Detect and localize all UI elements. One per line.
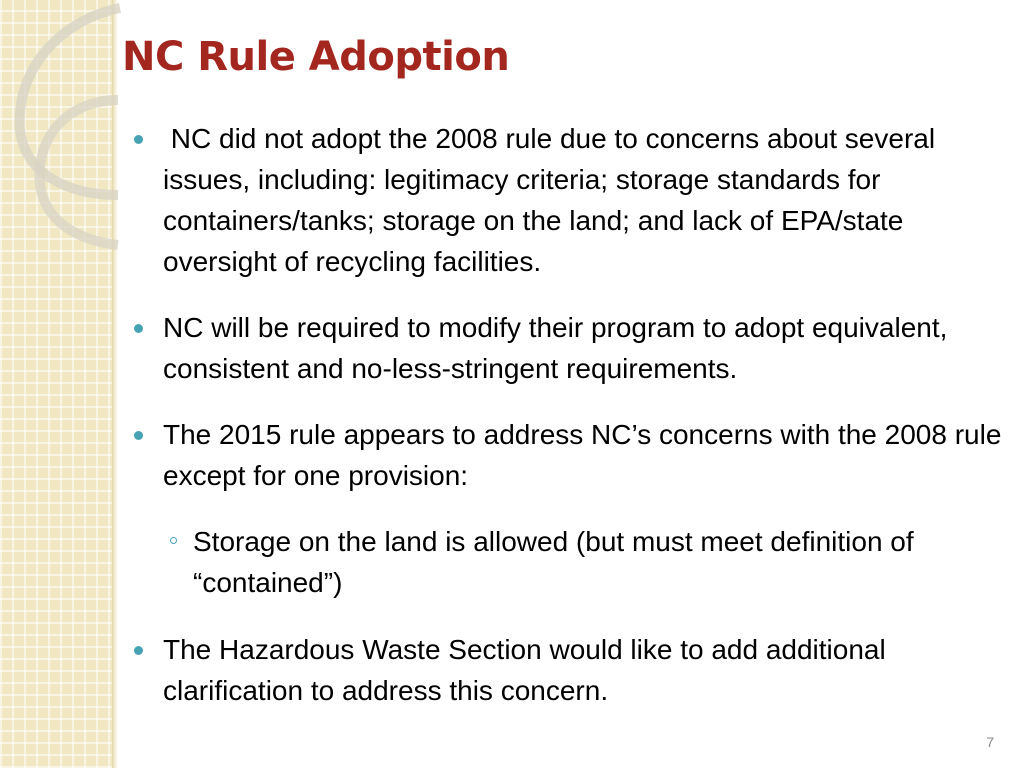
bullet-text: NC did not adopt the 2008 rule due to concerns about several issues, including: legitimacy criteria; storage standards for containers/tanks; storage on the land; and lack of EPA/state oversight of recycling facilities. <box>163 123 943 277</box>
sub-bullet-text: Storage on the land is allowed (but must meet definition of “contained”) <box>193 526 914 598</box>
bullet-text: The Hazardous Waste Section would like to add additional clarification to address this concern. <box>163 634 886 706</box>
sub-bullet-item <box>128 521 1008 603</box>
bullet-item <box>128 307 1008 389</box>
bullet-item <box>128 414 1008 496</box>
bullet-text: The 2015 rule appears to address NC’s concerns with the 2008 rule except for one provision: <box>163 419 1002 491</box>
bullet-dot-icon <box>134 135 143 144</box>
bullet-dot-icon <box>134 646 143 655</box>
bullet-item <box>128 629 1008 711</box>
slide-title: NC Rule Adoption <box>122 34 510 80</box>
bullet-item <box>128 118 1008 282</box>
bullet-list <box>128 118 1008 736</box>
bullet-text: NC will be required to modify their program to adopt equivalent, consistent and no-less-stringent requirements. <box>163 312 948 384</box>
bullet-dot-icon <box>134 431 143 440</box>
sub-bullet-ring-icon <box>170 537 177 544</box>
page-number: 7 <box>986 734 994 750</box>
decorative-arc-shape <box>0 0 140 320</box>
bullet-dot-icon <box>134 324 143 333</box>
